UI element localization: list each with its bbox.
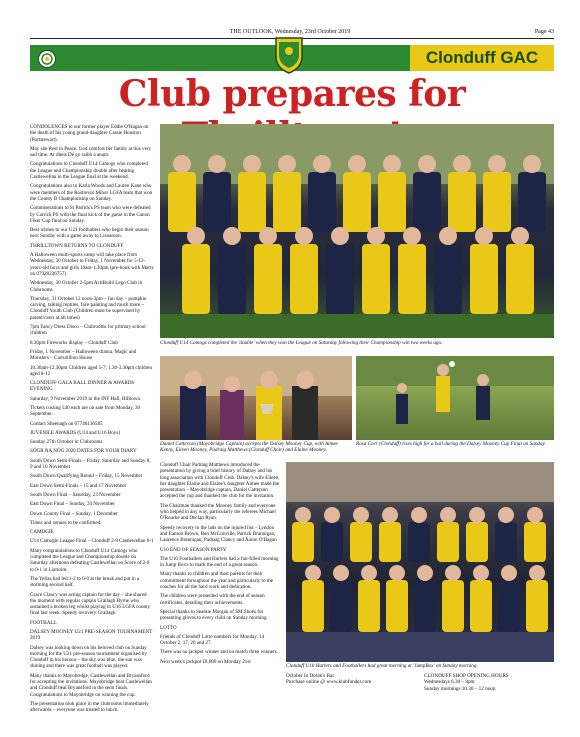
player-figure bbox=[321, 522, 343, 562]
paragraph: CAMOGIE bbox=[30, 529, 54, 536]
paragraph: LOTTO bbox=[160, 624, 177, 631]
player-figure bbox=[483, 172, 511, 232]
player-figure bbox=[378, 172, 406, 232]
paragraph: East Down Semi-Finals – 15 and 17 November bbox=[30, 482, 127, 489]
player-head bbox=[305, 565, 321, 581]
player-head bbox=[417, 565, 433, 581]
player-head bbox=[453, 155, 471, 173]
player-figure bbox=[302, 580, 324, 632]
player-head bbox=[475, 227, 493, 245]
player-figure bbox=[448, 172, 476, 232]
paragraph: 10.30am-12.30pm Children aged 5-7; 1.30-3.30pm children aged 8-12 bbox=[30, 364, 153, 377]
paragraph: Congratulations to Clonduff U14 Camogs who completed the League and Championship double after beating Castlewellan in the League final at the weekend. bbox=[30, 161, 148, 181]
player-figure bbox=[408, 522, 430, 562]
shop-hours-sunday: Sunday mornings 10.30 – 12 noon bbox=[424, 685, 496, 692]
player-figure bbox=[254, 244, 282, 314]
player-figure bbox=[350, 522, 372, 562]
paragraph: There was no jackpot winner and no match three winners. bbox=[160, 649, 278, 656]
player-figure bbox=[506, 244, 534, 314]
photo-caption-2: Daniel Catterson (Mayobridge Captain) accepts the Dalsey Mooney Cup, with Aimee Kenny, Eileen Mooney, Padraig Matthews (Clonduff Chair) and Elaine Mooney. bbox=[160, 441, 338, 454]
u10-party-photo bbox=[286, 462, 554, 662]
paragraph: Friends of Clonduff Lotto numbers for Monday, 14 October 2, 17, 20 and 27. bbox=[160, 633, 265, 647]
paragraph: CONDOLENCES to our former player Eddie O'Hagan on the death of his young grand-daughter Cassie Houston (Portstewart). bbox=[30, 124, 149, 143]
player-figure bbox=[442, 580, 464, 632]
paragraph: Contact Sheenagh on 07746136585 bbox=[30, 420, 103, 427]
paragraph: The children were presented with the end of season certificates, detailing their achievements. bbox=[160, 593, 265, 606]
player-figure bbox=[495, 522, 517, 562]
player-figure bbox=[379, 522, 401, 562]
player-head bbox=[295, 227, 313, 245]
paragraph: U10 END OF SEASON PARTY bbox=[160, 546, 227, 553]
player-figure bbox=[437, 522, 459, 562]
paragraph: JUVENILE AWARDS (U14 and U16 Boys) bbox=[30, 429, 120, 436]
player-figure bbox=[470, 580, 492, 632]
player-head bbox=[324, 507, 340, 523]
player-figure bbox=[343, 172, 371, 232]
paragraph: DALSEY MOONEY U21 PRE-SEASON TOURNAMENT 2019 bbox=[30, 629, 153, 642]
player-figure bbox=[414, 580, 436, 632]
lotto-footer-line-2: Purchase online @ www.klubfunder.com bbox=[286, 679, 372, 686]
player-head bbox=[403, 227, 421, 245]
player-figure bbox=[518, 172, 546, 232]
paragraph: Next week's jackpot £8,600 on Monday 21st bbox=[160, 658, 251, 665]
paragraph: Many thanks to children and their parents for their commitment throughout the year and particularly to the coaches for all the hard work and dedication. bbox=[160, 571, 274, 591]
paragraph: 8.30pm Fireworks display – Clonduff Club bbox=[30, 339, 118, 346]
player-head bbox=[348, 155, 366, 173]
paragraph: The Chairman thanked the Mooney family and everyone who helped in any way, particularly the referees Michael O'Rourke and Declan Ryan. bbox=[160, 502, 276, 522]
match-action-photo bbox=[356, 356, 554, 440]
player-head bbox=[259, 227, 277, 245]
paragraph: The U10 Footballers and Hurlers had a fun-filled morning in Jump Boxx to mark the end of a great season. bbox=[160, 555, 279, 569]
player-head bbox=[411, 507, 427, 523]
paragraph: U14 Camogie League Final – Clonduff 2-8 Castlewellan 0-1 bbox=[30, 538, 154, 545]
photo-caption-1: Clonduff U14 Camogs completed the 'double' when they won the League on Saturday following their Championship win two weeks ago. bbox=[160, 340, 443, 346]
paragraph: Times and venues to be confirmed. bbox=[30, 519, 102, 526]
player-figure bbox=[292, 522, 314, 562]
paragraph: Best wishes to our U21 footballers who begin their season next Sunday with a game away to Lisnaroon. bbox=[30, 227, 149, 240]
paragraph: Dalsey was looking down on his beloved club on Sunday morning for the U21 pre-season tournament organised by Clonduff in his honour – the sky was blue, the sun was shining and there was great football was played. bbox=[30, 644, 147, 670]
paragraph: May she Rest in Peace. God comfort her family at this very sad time. Ar dheis Dé go raibh a anam. bbox=[30, 145, 152, 159]
paragraph: Many thanks to Mayobridge, Castlewellan and Bryansford for accepting the invitations. Mayobridge beat Castlewellan and Clonduff beat Bryansford in the semi finals. Congratulations to Mayobridge on winning the cup. bbox=[30, 672, 152, 698]
paragraph: Friday, 1 November – Halloween drama, Magic and Monsters – Carrutillion House bbox=[30, 348, 137, 362]
headline: Club prepares for bbox=[118, 73, 466, 115]
shop-hours-title: CLONDUFF SHOP OPENING HOURS bbox=[424, 673, 509, 679]
player-figure bbox=[182, 244, 210, 314]
shop-hours-weekday: Wednesdays 6.30 – 8pm bbox=[424, 679, 475, 686]
player-head bbox=[187, 227, 205, 245]
article-column-1 bbox=[30, 124, 154, 717]
gaa-logo-icon bbox=[38, 50, 56, 68]
player-figure bbox=[290, 244, 318, 314]
photo-caption-4: Clonduff U10 Hurlers and Footballers had great morning at 'JumpBox' on Sunday morning. bbox=[286, 663, 478, 669]
player-figure bbox=[273, 172, 301, 232]
player-head bbox=[333, 565, 349, 581]
paragraph: Speedy recovery to the lads on the injured list – Lyndon and Eamon Brown, Ben McConville, Patrick Brannigan, Laurence Brannigan, Padraig Clancy and Aaron O'Hagan bbox=[160, 524, 277, 544]
player-figure bbox=[466, 522, 488, 562]
player-head bbox=[418, 155, 436, 173]
player-figure bbox=[413, 172, 441, 232]
player-head bbox=[498, 507, 514, 523]
player-head bbox=[501, 565, 517, 581]
player-head bbox=[223, 227, 241, 245]
team-photo-u14-camogs bbox=[160, 124, 554, 338]
player-head bbox=[523, 155, 541, 173]
paragraph: East Down Final – Sunday, 24 November bbox=[30, 501, 115, 508]
paragraph: 7pm Fancy Dress Disco – Clubrooms for primary school children bbox=[30, 324, 146, 337]
paragraph: Commiserations to St Patrick's PS team who were defeated by Carrick PS with the final kick of the game in the Canon Fiker Cup final on Sunday. bbox=[30, 205, 151, 224]
player-figure bbox=[358, 580, 380, 632]
player-head bbox=[445, 565, 461, 581]
lotto-footer bbox=[286, 673, 418, 686]
club-crest-icon bbox=[274, 36, 304, 74]
paragraph: Clonduff Chair Padraig Matthews introduced the presentation by giving a brief history of Dalsey and his long association with Clonduff Club. Dalsey's wife Eileen, her daughter Elaine and Elaine's daughter Aimee made the presentation – Mayobridge captain, Daniel Catterson accepted the cup and thanked the club for the invitation. bbox=[160, 462, 280, 500]
lotto-footer-line-1: October in Doran's Bar bbox=[286, 673, 335, 679]
player-head bbox=[382, 507, 398, 523]
player-figure bbox=[470, 244, 498, 314]
player-figure bbox=[398, 244, 426, 314]
player-head bbox=[389, 565, 405, 581]
paragraph: Sunday 27th October in Clubrooms bbox=[30, 439, 103, 446]
player-head bbox=[295, 507, 311, 523]
player-figure bbox=[498, 580, 520, 632]
player-figure bbox=[218, 244, 246, 314]
paragraph: Many congratulations to Clonduff U14 Camogs who completed the League and Championship double on Saturday afternoon defeating Castlewellan on Score of 2-8 to 0-1 in Liatroim. bbox=[30, 547, 150, 573]
paragraph: FOOTBALL bbox=[30, 619, 57, 626]
paragraph: South Down Semi-Finals – Friday, Saturday and Sunday 8, 9 and 10 November bbox=[30, 457, 151, 471]
player-head bbox=[488, 155, 506, 173]
player-figure bbox=[434, 244, 462, 314]
player-head bbox=[529, 565, 545, 581]
player-head bbox=[331, 227, 349, 245]
paragraph: South Down Final – Saturday, 23 November bbox=[30, 491, 121, 498]
paragraph: Special thanks to Seamie Morgan of SM Shoes for presenting gloves to every child on Sunday morning. bbox=[160, 608, 268, 622]
player-figure bbox=[526, 580, 548, 632]
player-head bbox=[511, 227, 529, 245]
player-figure bbox=[168, 172, 196, 232]
player-figure bbox=[386, 580, 408, 632]
cup-presentation-photo bbox=[160, 356, 352, 440]
player-head bbox=[353, 507, 369, 523]
player-head bbox=[383, 155, 401, 173]
player-figure bbox=[238, 172, 266, 232]
paragraph: Congratulations also to Karla Woods and Lauren Kane who were members of the Rostrevor Minor LGFA team that won the County B Championship on Sunday. bbox=[30, 183, 153, 202]
paragraph: Thursday, 31 October 12 noon-3pm – fun day – pumpkin carving, talking reptiles, face painting and much more – Clonduff Youth Club (Children must be supervised by parent/carer at all times) bbox=[30, 295, 147, 321]
section-title: Clonduff GAC bbox=[425, 48, 539, 67]
paragraph: A Halloween multi-sports camp will take place from Wednesday, 30 October to Friday, 1 November for 5-12-years-old boys and girls 10am-1.30pm (pre-book with Marty on 07928236757) bbox=[30, 252, 154, 277]
player-figure bbox=[308, 172, 336, 232]
article-column-2 bbox=[160, 462, 280, 668]
paragraph: Wednesday, 30 October 2-5pm ActiBuild Lego Club in Clubrooms bbox=[30, 280, 143, 293]
player-figure bbox=[362, 244, 390, 314]
player-head bbox=[527, 507, 543, 523]
player-head bbox=[361, 565, 377, 581]
player-head bbox=[439, 227, 457, 245]
paragraph: SÓGR NA NÓG 2020 DATES FOR YOUR DIARY bbox=[30, 448, 137, 455]
paragraph: Grace Clancy was acting captain for the day – she shared the moment with regular captain Grallagh Byrne who sustained a broken leg whilst playing in U16 LGFA county final last week. Speedy recovery Grallagh. bbox=[30, 591, 151, 617]
player-head bbox=[243, 155, 261, 173]
player-figure bbox=[524, 522, 546, 562]
player-head bbox=[440, 507, 456, 523]
page-number: Page 43 bbox=[534, 29, 554, 35]
player-figure bbox=[203, 172, 231, 232]
paragraph: THRILLTOWN RETURNS TO CLONDUFF bbox=[30, 242, 124, 249]
player-head bbox=[278, 155, 296, 173]
paragraph: Tickets costing £40 each are on sale from Monday, 30 September. bbox=[30, 404, 141, 418]
paragraph: Down County Final – Sunday, 1 December bbox=[30, 510, 118, 517]
player-head bbox=[367, 227, 385, 245]
shop-hours bbox=[424, 673, 554, 692]
player-figure bbox=[330, 580, 352, 632]
player-head bbox=[208, 155, 226, 173]
player-figure bbox=[326, 244, 354, 314]
player-head bbox=[313, 155, 331, 173]
paragraph: The Yellas had led 1-2 to 0-0 at the break and put in a storming second half. bbox=[30, 575, 140, 589]
player-head bbox=[469, 507, 485, 523]
player-head bbox=[473, 565, 489, 581]
paragraph: CLONDUFF GALA BALL DINNER & AWARDS EVENING bbox=[30, 380, 135, 393]
photo-caption-3: Rosa Carr (Clonduff) rises high for a ball during the Dalsey Mooney Cup Final on Sunday. bbox=[356, 441, 546, 447]
paragraph: The presentation took place in the clubrooms immediately afterwards – everyone was treated to lunch. bbox=[30, 700, 149, 714]
player-head bbox=[173, 155, 191, 173]
paragraph: Saturday, 9 November 2019 in the INF Hall, Hilltown bbox=[30, 395, 141, 402]
paragraph: South Down Qualifying Round – Friday, 15 November bbox=[30, 473, 143, 480]
publication-line: THE OUTLOOK, Wednesday, 23rd October 2019 bbox=[229, 29, 351, 35]
